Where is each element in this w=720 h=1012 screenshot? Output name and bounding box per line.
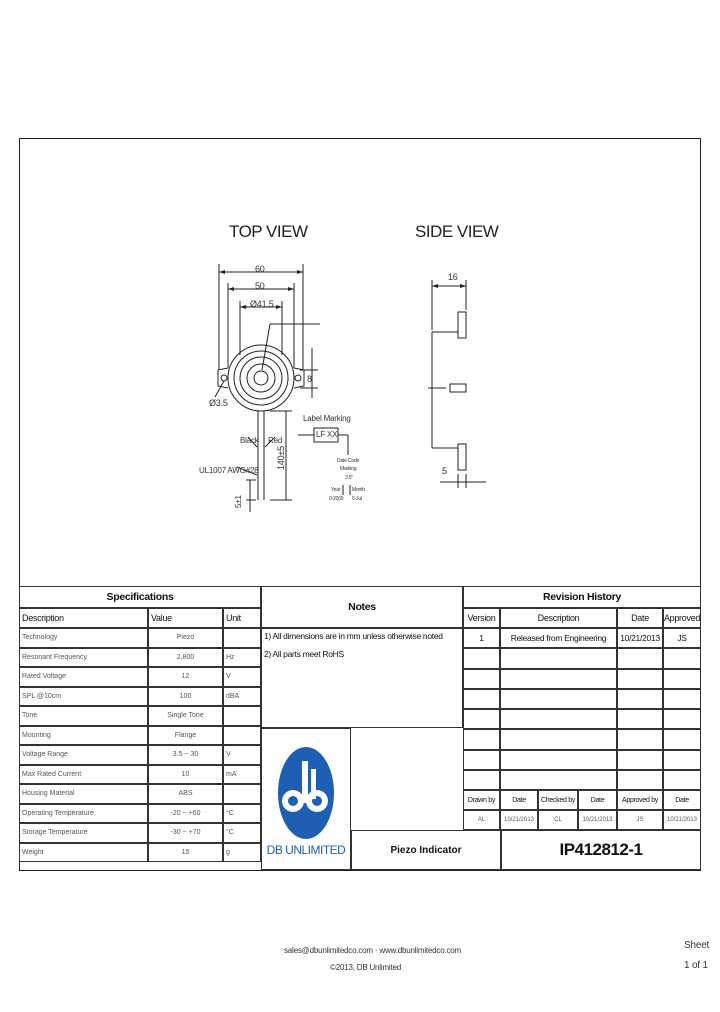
buzzer-ring-3 [247, 364, 275, 392]
dim-side-pin: 5 [442, 466, 447, 476]
dim-outer: 60 [255, 264, 265, 274]
spec-row-desc: Weight [19, 843, 148, 863]
spec-row-unit [223, 784, 261, 804]
date-code-text-1: Date Code [337, 458, 360, 464]
signoff-spacer [351, 728, 701, 790]
signoff-value: 10/21/2013 [663, 810, 701, 830]
spec-row-unit: °C [223, 804, 261, 824]
side-top-flange [432, 312, 466, 338]
signoff-header: Date [663, 790, 701, 810]
revision-cell [617, 709, 663, 729]
db-logo-icon [271, 741, 341, 841]
spec-row-desc: Technology [19, 628, 148, 648]
buzzer-outer-circle [228, 345, 294, 411]
date-code-text-2: Marking [340, 466, 357, 472]
spec-row-unit [223, 726, 261, 746]
product-name: Piezo Indicator [351, 830, 501, 870]
sheet-label: Sheet [684, 940, 710, 951]
sheet-number: 1 of 1 [684, 960, 708, 971]
dim-dia: Ø41.5 [250, 299, 274, 309]
spec-row-desc: Operating Temperature [19, 804, 148, 824]
footer-copyright: ©2013, DB Unlimited [330, 963, 402, 972]
buzzer-ring-2 [240, 357, 282, 399]
specs-col-desc: Description [19, 608, 148, 628]
side-bottom-flange [432, 444, 466, 470]
black-wire-label: Black [240, 436, 259, 445]
signoff-header: Date [500, 790, 538, 810]
dim-mid: 50 [255, 281, 265, 291]
spec-row-unit: V [223, 667, 261, 687]
spec-row-value: 12 [148, 667, 223, 687]
spec-row-desc: Housing Material [19, 784, 148, 804]
revision-col-header: Date [617, 608, 663, 628]
revision-col-header: Version [463, 608, 500, 628]
revision-cell [463, 689, 500, 709]
spec-row-unit: °C [223, 823, 261, 843]
signoff-header: Approved by [617, 790, 663, 810]
spec-row-unit: g [223, 843, 261, 863]
revision-cell [463, 709, 500, 729]
dim-strip: 5±1 [234, 495, 243, 508]
month-example: 6-Jul [352, 496, 362, 502]
spec-row-value: 100 [148, 687, 223, 707]
spec-row-desc: Tone [19, 706, 148, 726]
spec-row-value: ABS [148, 784, 223, 804]
signoff-value: 10/21/2013 [500, 810, 538, 830]
spec-row-value: 2,800 [148, 648, 223, 668]
revision-col-header: Description [500, 608, 617, 628]
spec-row-value: -20 ~ +60 [148, 804, 223, 824]
year-example: 0-2000 [329, 496, 344, 502]
signoff-value: CL [538, 810, 578, 830]
specs-title: Specifications [19, 586, 261, 608]
spec-row-desc: Resonant Frequency [19, 648, 148, 668]
revision-cell: 1 [463, 628, 500, 648]
notes-title: Notes [261, 586, 463, 628]
mount-hole-right [295, 375, 301, 381]
revision-col-header: Approved [663, 608, 701, 628]
revision-cell [663, 648, 701, 668]
spec-row-unit: dBA [223, 687, 261, 707]
revision-cell [617, 669, 663, 689]
dim-side-width: 16 [448, 272, 458, 282]
buzzer-center-hole [254, 371, 268, 385]
footer-contact: sales@dbunlimitedco.com · www.dbunlimitedco.com [284, 946, 462, 955]
label-marking-text: Label Marking [303, 414, 351, 423]
date-code-text-3: 3.5" [345, 475, 353, 481]
revision-cell [500, 648, 617, 668]
buzzer-ring-1 [234, 351, 288, 405]
spec-row-unit: Hz [223, 648, 261, 668]
note-2: 2) All parts meet RoHS [264, 649, 344, 659]
notes-body [261, 628, 463, 728]
revision-cell: Released from Engineering [500, 628, 617, 648]
revision-cell [617, 689, 663, 709]
signoff-value: JS [617, 810, 663, 830]
revision-cell: JS [663, 628, 701, 648]
signoff-value: AL [463, 810, 500, 830]
part-number: IP412812-1 [501, 830, 701, 870]
revision-cell [463, 669, 500, 689]
signoff-header: Date [578, 790, 617, 810]
revision-cell [663, 669, 701, 689]
dim-height: 8 [307, 374, 312, 384]
spec-row-desc: SPL @10cm [19, 687, 148, 707]
side-view-title: SIDE VIEW [415, 222, 499, 241]
month-text: Month [352, 487, 365, 493]
specs-col-value: Value [148, 608, 223, 628]
spec-row-desc: Mounting [19, 726, 148, 746]
signoff-header: Checked by [538, 790, 578, 810]
spec-row-value: -30 ~ +70 [148, 823, 223, 843]
dim-hole: Ø3.5 [209, 398, 228, 408]
side-center-nub [450, 384, 466, 392]
logo-block [261, 728, 351, 870]
red-wire-label: Red [268, 436, 283, 445]
spec-row-unit: mA [223, 765, 261, 785]
revision-cell [617, 648, 663, 668]
spec-row-value: Piezo [148, 628, 223, 648]
spec-row-value: Single Tone [148, 706, 223, 726]
top-view-title: TOP VIEW [229, 222, 308, 241]
revision-cell [663, 709, 701, 729]
revision-cell: 10/21/2013 [617, 628, 663, 648]
revision-cell [500, 689, 617, 709]
revision-title: Revision History [463, 586, 701, 608]
revision-cell [663, 689, 701, 709]
spec-row-value: 10 [148, 765, 223, 785]
spec-row-desc: Max Rated Current [19, 765, 148, 785]
spec-row-value: 3.5 ~ 30 [148, 745, 223, 765]
revision-cell [500, 669, 617, 689]
specs-col-unit: Unit [223, 608, 261, 628]
signoff-value: 10/21/2013 [578, 810, 617, 830]
mount-hole-left [221, 375, 227, 381]
spec-row-desc: Storage Temperature [19, 823, 148, 843]
revision-cell [463, 648, 500, 668]
dim-wire-length: 140±5 [276, 446, 286, 470]
logo-text: DB UNLIMITED [266, 843, 346, 857]
note-1: 1) All dimensions are in mm unless otherwise noted [264, 631, 443, 641]
spec-row-value: 15 [148, 843, 223, 863]
spec-row-unit [223, 628, 261, 648]
signoff-header: Drawn by [463, 790, 500, 810]
spec-row-unit [223, 706, 261, 726]
year-text: Year [331, 487, 341, 493]
wire-spec-label: UL1007 AWG#28 [199, 466, 259, 475]
spec-row-value: Flange [148, 726, 223, 746]
spec-row-desc: Voltage Range [19, 745, 148, 765]
spec-row-unit: V [223, 745, 261, 765]
spec-row-desc: Rated Voltage [19, 667, 148, 687]
revision-cell [500, 709, 617, 729]
lf-text: LF XX [316, 430, 338, 439]
